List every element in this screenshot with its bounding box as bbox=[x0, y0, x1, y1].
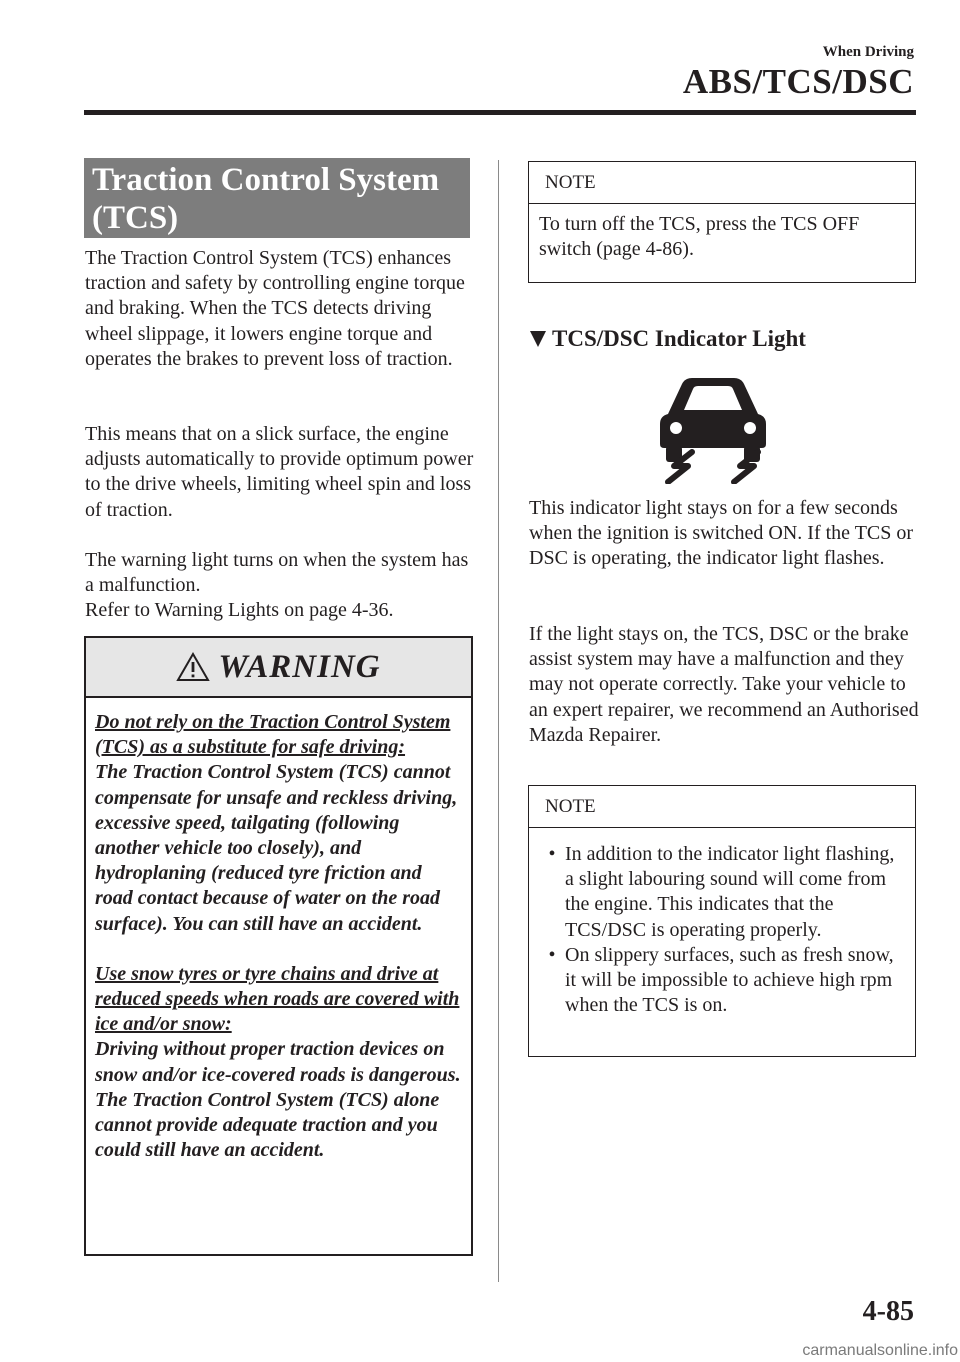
column-divider bbox=[498, 160, 499, 1282]
header-divider bbox=[84, 110, 916, 115]
warning-light-text: The warning light turns on when the system has a malfunction. bbox=[85, 549, 469, 597]
note-title: NOTE bbox=[529, 162, 915, 204]
warning-text-2: Driving without proper traction devices on snow and/or ice-covered roads is dangerous. The Traction Control System (TCS) alone cannot provide adequate traction and you could still have an accident. bbox=[95, 1038, 461, 1162]
note-bullet-item bbox=[539, 943, 905, 1019]
tcs-description-paragraph: The Traction Control System (TCS) enhances traction and safety by controlling engine torque and braking. When the TCS detects driving wheel slippage, it lowers engine torque and operates the brakes to prevent loss of traction. bbox=[85, 247, 465, 370]
section-title-banner bbox=[84, 158, 470, 238]
bullet-dot-icon: • bbox=[548, 943, 556, 966]
header-section-title: When Driving bbox=[822, 44, 914, 60]
warning-title: WARNING bbox=[218, 648, 381, 685]
note-bullet-item bbox=[539, 842, 905, 943]
indicator-malfunction-paragraph: If the light stays on, the TCS, DSC or the brake assist system may have a malfunction and they may not operate correctly. Take your vehicle to an expert repairer, we recommend an Authorised Mazda Repairer. bbox=[529, 623, 919, 746]
warning-triangle-icon bbox=[176, 652, 210, 682]
warning-body bbox=[86, 698, 471, 1163]
note-title: NOTE bbox=[529, 786, 915, 828]
triangle-bullet-icon bbox=[530, 331, 546, 347]
section-title-line1: Traction Control System bbox=[92, 162, 440, 198]
warning-heading-2: Use snow tyres or tyre chains and drive at reduced speeds when roads are covered with ice and/or snow: bbox=[95, 962, 460, 1036]
section-title-line2: (TCS) bbox=[92, 200, 179, 236]
note-bullet-text: On slippery surfaces, such as fresh snow, it will be impossible to achieve high rpm when the TCS is on. bbox=[565, 943, 894, 1017]
bullet-dot-icon: • bbox=[548, 843, 556, 865]
note-box-indicator bbox=[528, 785, 916, 1057]
tcs-dsc-indicator-icon bbox=[654, 372, 772, 484]
warning-text-1: The Traction Control System (TCS) cannot compensate for unsafe and reckless driving, excessive speed, tailgating (following another vehicle too closely), and hydroplaning (reduced tyre friction and road contact because of water on the road surface). You can still have an accident. bbox=[95, 761, 458, 935]
indicator-light-heading bbox=[530, 326, 806, 352]
indicator-description-paragraph: This indicator light stays on for a few seconds when the ignition is switched ON. If the TCS or DSC is operating, the indicator light flashes. bbox=[529, 497, 914, 570]
warning-box bbox=[84, 636, 473, 1256]
header-chapter-title: ABS/TCS/DSC bbox=[682, 62, 914, 101]
warning-light-paragraph bbox=[85, 548, 475, 624]
note-body: To turn off the TCS, press the TCS OFF switch (page 4-86). bbox=[539, 213, 860, 261]
page-number: 4-85 bbox=[862, 1296, 914, 1327]
slick-surface-paragraph: This means that on a slick surface, the engine adjusts automatically to provide optimum power to the drive wheels, limiting wheel spin and loss of traction. bbox=[85, 423, 474, 521]
watermark: carmanualsonline.info bbox=[802, 1342, 958, 1359]
note-bullet-text: In addition to the indicator light flashing, a slight labouring sound will come from the engine. This indicates that the TCS/DSC is operating properly. bbox=[565, 843, 895, 941]
note-box-tcs-off bbox=[528, 161, 916, 283]
warning-heading-1: Do not rely on the Traction Control System (TCS) as a substitute for safe driving: bbox=[95, 711, 451, 759]
warning-header bbox=[86, 638, 471, 698]
note-body bbox=[529, 828, 915, 1028]
indicator-light-heading-text: TCS/DSC Indicator Light bbox=[552, 326, 806, 351]
warning-light-reference: Refer to Warning Lights on page 4-36. bbox=[85, 599, 394, 622]
